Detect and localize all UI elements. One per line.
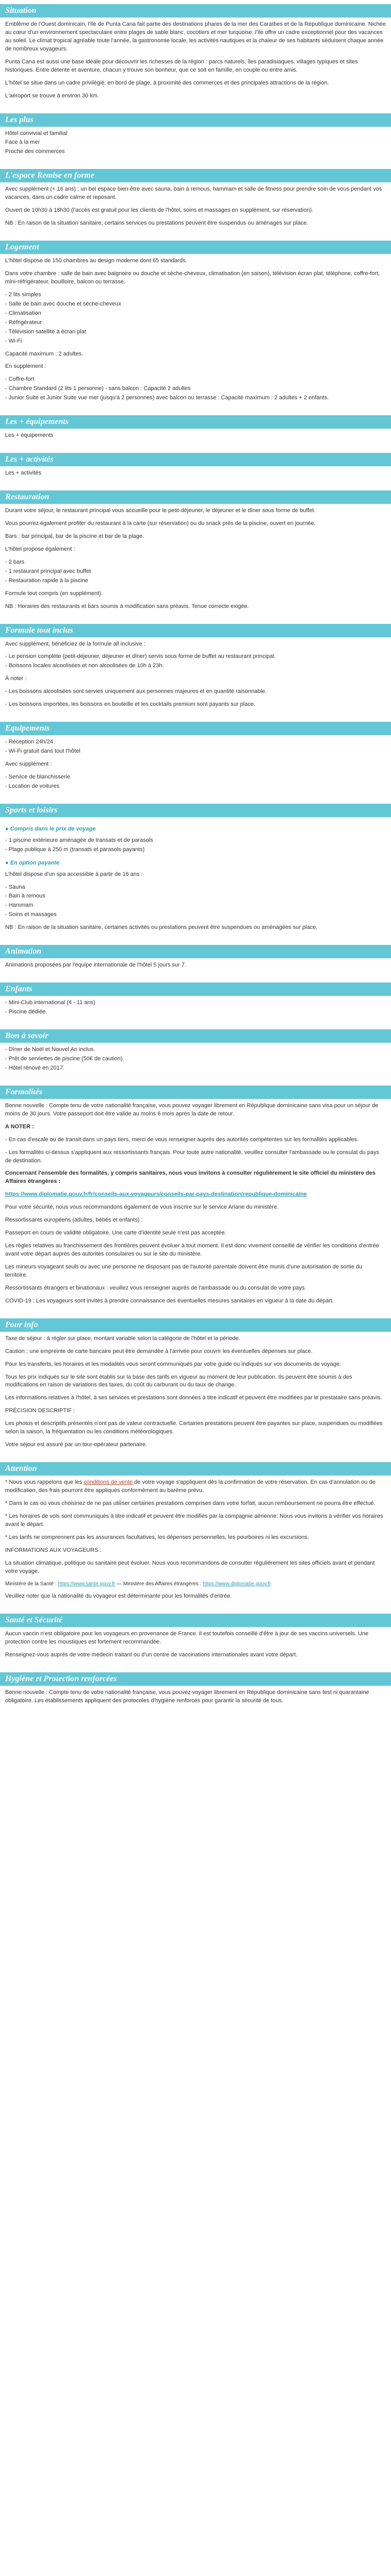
section-title-logement: Logement xyxy=(0,241,391,254)
list-item: - Boissons locales alcoolisées et non alcoolisées de 10h à 23h. xyxy=(5,663,164,669)
section-title-formule: Formule tout inclus xyxy=(0,624,391,637)
equipment-list xyxy=(5,738,386,756)
sports-paid-list xyxy=(5,884,386,920)
list-item: - 1 restaurant principal avec buffet xyxy=(5,568,91,574)
paragraph: Pour les transferts, les horaires et les modalités vous seront communiqués par votre guide ou indiqués sur vos documents de voyage. xyxy=(5,1361,341,1367)
paragraph: Votre séjour est assuré par un tour-opérateur partenaire. xyxy=(5,1442,148,1448)
list-item: - 1 piscine extérieure aménagée de transats et de parasols xyxy=(5,837,153,843)
paragraph: Aucun vaccin n'est obligatoire pour les voyageurs en provenance de France. Il est toutefois conseillé d'être à jour de ses vaccins universels. Une protection contre les moustiques est fortement recommandée. xyxy=(5,1630,369,1645)
restaurant-list xyxy=(5,558,386,585)
section-body-sports xyxy=(0,817,391,941)
list-item: - Hammam xyxy=(5,902,34,909)
section-body-espace-forme xyxy=(0,182,391,236)
paragraph: Concernant l'ensemble des formalités, y compris sanitaires, nous vous invitons à consulter régulièrement le site officiel du ministère des Affaires étrangères : xyxy=(5,1170,376,1185)
paragraph: Avec supplément (+ 16 ans) : un bel espace bien-être avec sauna, bain à remous, hammam et salle de fitness pour prendre soin de vous pendant vos vacances, dans un cadre calme et reposant. xyxy=(5,186,382,201)
list-item: - 2 bars xyxy=(5,558,25,565)
paragraph: Ouvert de 10h30 à 18h30 (l'accès est gratuit pour les clients de l'hôtel, soins et massages en supplément, sur réservation). xyxy=(5,207,314,214)
paragraph: Bonne nouvelle : Compte tenu de votre nationalité française, vous pouvez voyager librement en République dominicaine sans test ni quarantaine obligatoire. Les établissements appliquent des protocoles d'hygiène renforcés pour garantir la sécurité de tous. xyxy=(5,1689,369,1704)
subheading: A NOTER : xyxy=(5,1123,34,1130)
paragraph: Tous les prix indiqués sur le site sont établis sur la base des tarifs en vigueur au moment de leur publication. Ils peuvent être soumis à des modifications en raison de variations des taxes, du coût du carburant ou du taux de change. xyxy=(5,1374,352,1388)
list-item: - Coffre-fort xyxy=(5,376,35,383)
section-title-attention: Attention xyxy=(0,1462,391,1476)
section-body-formule xyxy=(0,637,391,718)
list-item: Face à la mer xyxy=(5,139,40,146)
paragraph: Les règles relatives au franchissement des frontières peuvent évoluer à tout moment. Il est donc vivement conseillé de vérifier les conditions d'entrée avant votre départ auprès des autorités consulaires ou sur le site du ministère. xyxy=(5,1243,379,1257)
section-title-plus-activites: Les + activités xyxy=(0,453,391,466)
list-item: - Mini-Club international (4 - 11 ans) xyxy=(5,999,95,1006)
subheading: En supplément : xyxy=(5,363,46,370)
subheading: INFORMATIONS AUX VOYAGEURS : xyxy=(5,1547,102,1553)
section-body-plus-equipements xyxy=(0,429,391,449)
paragraph: Dans votre chambre : salle de bain avec baignoire ou douche et sèche-cheveux, climatisation (en saison), télévision écran plat, téléphone, coffre-fort, mini-réfrigérateur, bouilloire, balcon ou terrasse. xyxy=(5,270,380,285)
paragraph: Pour votre sécurité, nous vous recommandons également de vous inscrire sur le service Ariane du ministère. xyxy=(5,1204,279,1211)
room-supplement-list xyxy=(5,376,386,402)
paragraph xyxy=(5,1581,386,1588)
subheading: Avec supplément : xyxy=(5,761,52,767)
section-title-animation: Animation xyxy=(0,945,391,958)
section-title-restauration: Restauration xyxy=(0,490,391,504)
kids-list xyxy=(5,999,386,1016)
section-body-equipements xyxy=(0,735,391,800)
paragraph: L'hôtel dispose de 150 chambres au design moderne dont 65 standards. xyxy=(5,258,187,264)
list-item: - Prêt de serviettes de piscine (50€ de caution). xyxy=(5,1055,124,1062)
section-body-plus-activites xyxy=(0,466,391,486)
section-title-equipements: Equipements xyxy=(0,722,391,735)
paragraph xyxy=(5,1479,386,1495)
paragraph: Les photos et descriptifs présentés n'ont pas de valeur contractuelle. Certaines prestations peuvent être payantes sur place, suspendues ou modifiées selon la saison, la fréquentation ou les conditions météorologiques. xyxy=(5,1420,383,1435)
list-item: - Climatisation xyxy=(5,310,41,316)
paragraph: Ressortissants européens (adultes, bébés et enfants) : xyxy=(5,1217,143,1224)
affaires-etrangeres-link[interactable]: https://www.diplomatie.gouv.fr xyxy=(203,1581,271,1587)
text-fragment: de votre voyage s'appliquent dès la confirmation de votre réservation. En cas d'annulation ou de modification, des frais pourront être appliqués conformément au barème prévu. xyxy=(5,1479,376,1494)
paragraph: L'aéroport se trouve à environ 30 km. xyxy=(5,92,99,99)
list-item: Proche des commerces xyxy=(5,148,65,155)
list-item: - Service de blanchisserie xyxy=(5,773,70,780)
list-item: - Télévision satellite à écran plat xyxy=(5,328,86,335)
list-item: - Salle de bain avec douche et sèche-cheveux xyxy=(5,300,122,307)
text-fragment: Ministère de la Santé : xyxy=(5,1581,58,1587)
text-fragment: — Ministère des Affaires étrangères : xyxy=(115,1581,203,1587)
section-body-enfants xyxy=(0,996,391,1025)
list-item: - Le pension complète (petit-déjeuner, déjeuner et dîner) servis sous forme de buffet au restaurant principal. xyxy=(5,653,276,660)
subheading-text: Compris dans le prix de voyage xyxy=(10,825,96,832)
list-item: - Chambre Standard (2 lits 1 personne) - sans balcon : Capacité 2 adultes xyxy=(5,385,191,392)
paragraph: NB : En raison de la situation sanitaire, certaines activités ou prestations peuvent être suspendues ou aménagées sur place. xyxy=(5,924,318,931)
paragraph: Bars : bar principal, bar de la piscine et bar de la plage. xyxy=(5,533,144,539)
list-item: - Junior Suite et Junior Suite vue mer (jusqu'à 2 personnes) avec balcon ou terrasse : Capacité maximum : 2 adultes + 2 enfants. xyxy=(5,395,329,401)
list-item: Hôtel convivial et familial xyxy=(5,130,68,137)
conditions-link[interactable]: conditions de vente xyxy=(84,1479,133,1486)
section-title-pour-info: Pour info xyxy=(0,1318,391,1332)
subheading: L'hôtel propose également : xyxy=(5,546,75,552)
section-title-bon-a-savoir: Bon à savoir xyxy=(0,1029,391,1043)
paragraph: Passeport en cours de validité obligatoire. Une carte d'identité seule n'est pas acceptée. xyxy=(5,1230,226,1236)
list-item: - Sauna xyxy=(5,884,25,890)
section-title-formalites: Formalités xyxy=(0,1086,391,1099)
list-item: - Soins et massages xyxy=(5,911,57,918)
list-item: - Restauration rapide à la piscine xyxy=(5,577,88,584)
section-title-sports: Sports et loisirs xyxy=(0,804,391,817)
section-body-logement xyxy=(0,254,391,411)
subheading-text: En option payante xyxy=(10,859,60,866)
paragraph: Les + activités xyxy=(5,470,42,477)
section-title-sante: Santé et Sécurité xyxy=(0,1614,391,1627)
paragraph: Avec supplément, bénéficiez de la formule all inclusive : xyxy=(5,640,145,647)
paragraph: - Les boissons alcoolisées sont servies uniquement aux personnes majeures et en quantité raisonnable. xyxy=(5,688,267,695)
section-title-plus-equipements: Les + équipements xyxy=(0,415,391,429)
paragraph: COVID-19 : Les voyageurs sont invités à prendre connaissance des éventuelles mesures sanitaires en vigueur à la date du départ. xyxy=(5,1297,334,1304)
paragraph: Taxe de séjour : à régler sur place, montant variable selon la catégorie de l'hôtel et la période. xyxy=(5,1335,240,1342)
paragraph: Les informations relatives à l'hôtel, à ses services et prestations sont données à titre indicatif et peuvent être modifiées par le prestataire sans préavis. xyxy=(5,1395,382,1401)
section-body-animation xyxy=(0,958,391,978)
list-item: - Réfrigérateur xyxy=(5,319,42,326)
diplomatie-link[interactable]: https://www.diplomatie.gouv.fr/fr/conseils-aux-voyageurs/conseils-par-pays-destination/republique-dominicaine xyxy=(5,1191,307,1198)
subheading: À noter : xyxy=(5,675,27,682)
list-item: - Piscine dédiée. xyxy=(5,1009,47,1015)
section-body-pour-info xyxy=(0,1332,391,1458)
paragraph: Capacité maximum : 2 adultes. xyxy=(5,350,84,357)
paragraph: La situation climatique, politique ou sanitaire peut évoluer. Nous vous recommandons de consulter régulièrement les sites officiels avant et pendant votre voyage. xyxy=(5,1560,375,1574)
formule-list xyxy=(5,653,386,670)
paragraph: Emblème de l'Ouest dominicain, l'île de Punta Cana fait partie des destinations phares de la mer des Caraïbes et de la République dominicaine. Nichée au cœur d'un environnement spectaculaire entre plages de sable blanc, cocotiers et mer turquoise, l'île offre un cadre exceptionnel pour des vacances au soleil. Le climat tropical agréable toute l'année, la gastronomie locale, les activités nautiques et la chaleur de ses habitants séduisent chaque année de nombreux voyageurs. xyxy=(5,21,386,52)
subheading: PRÉCISION DESCRIPTIF : xyxy=(5,1408,75,1414)
text-fragment: * Nous vous rappelons que les xyxy=(5,1479,84,1486)
paragraph: Veuillez noter que la nationalité du voyageur est déterminante pour les formalités d'entrée. xyxy=(5,1593,232,1599)
paragraph: Durant votre séjour, le restaurant principal vous accueille pour le petit-déjeuner, le déjeuner et le dîner sous forme de buffet. xyxy=(5,507,316,514)
paragraph: - Les formalités ci-dessus s'appliquent aux ressortissants français. Pour toute autre nationalité, veuillez consulter l'ambassade ou le consulat du pays de destination. xyxy=(5,1149,380,1164)
list-item: - 2 lits simples xyxy=(5,291,41,298)
section-body-attention xyxy=(0,1476,391,1609)
paragraph: - Les boissons importées, les boissons en bouteille et les cocktails premium sont payants sur place. xyxy=(5,701,255,708)
good-to-know-list xyxy=(5,1046,386,1073)
section-title-espace-forme: L'espace Remise en forme xyxy=(0,169,391,182)
list-item: - Bain à remous xyxy=(5,893,45,900)
section-body-sante xyxy=(0,1627,391,1668)
section-title-enfants: Enfants xyxy=(0,982,391,996)
sports-included-list xyxy=(5,837,386,854)
paragraph: * Les tarifs ne comprennent pas les assurances facultatives, les dépenses personnelles, les pourboires ni les excursions. xyxy=(5,1534,309,1540)
bullet-icon: ● xyxy=(5,825,10,832)
section-body-restauration xyxy=(0,504,391,619)
section-body-hygiene xyxy=(0,1686,391,1714)
paragraph: Ressortissants étrangers et binationaux : veuillez vous renseigner auprès de l'ambassade ou du consulat de votre pays. xyxy=(5,1284,306,1291)
paragraph: NB : En raison de la situation sanitaire, certains services ou prestations peuvent être suspendus ou aménagés sur place. xyxy=(5,220,308,227)
paragraph: Punta Cana est aussi une base idéale pour découvrir les richesses de la région : parcs naturels, îles paradisiaques, villages typiques et sites historiques. Entre détente et aventure, chacun y trouve son bonheur, que ce soit en famille, en couple ou entre amis. xyxy=(5,58,358,73)
paragraph: L'hôtel se situe dans un cadre privilégié, en bord de plage, à proximité des commerces et des principales attractions de la région. xyxy=(5,79,329,86)
section-body-situation xyxy=(0,18,391,109)
list-item: - Réception 24h/24 xyxy=(5,739,53,745)
subheading xyxy=(5,859,386,868)
paragraph: Les + équipements xyxy=(5,432,54,439)
section-body-les-plus xyxy=(0,127,391,165)
paragraph: * Dans le cas où vous choisiriez de ne pas utiliser certaines prestations comprises dans votre forfait, aucun remboursement ne pourra être effectué. xyxy=(5,1500,376,1506)
room-features-list xyxy=(5,291,386,346)
paragraph: - En cas d'escale ou de transit dans un pays tiers, merci de vous renseigner auprès des autorités compétentes sur les formalités applicables. xyxy=(5,1136,359,1143)
paragraph: NB : Horaires des restaurants et bars soumis à modification sans préavis. Tenue correcte exigée. xyxy=(5,603,249,609)
list-item: - Wi-Fi gratuit dans tout l'hôtel xyxy=(5,748,80,755)
list-item: - Location de voitures xyxy=(5,783,60,789)
paragraph: Formule tout compris (en supplément). xyxy=(5,590,103,597)
list-item: - Wi-Fi xyxy=(5,337,22,344)
list-item: - Hôtel rénové en 2017. xyxy=(5,1064,64,1071)
paragraph: * Les horaires de vols sont communiqués à titre indicatif et peuvent être modifiés par la compagnie aérienne. Nous vous invitons à vérifier vos horaires avant le départ. xyxy=(5,1513,383,1528)
section-body-formalites xyxy=(0,1099,391,1314)
paragraph: Animations proposées par l'équipe internationale de l'hôtel 5 jours sur 7. xyxy=(5,962,186,969)
paragraph: Renseignez-vous auprès de votre médecin traitant ou d'un centre de vaccinations internationales avant votre départ. xyxy=(5,1651,298,1658)
section-title-les-plus: Les plus xyxy=(0,113,391,127)
subheading xyxy=(5,825,386,834)
section-body-bon-a-savoir xyxy=(0,1043,391,1081)
list-item: - Dîner de Noël et Nouvel An inclus. xyxy=(5,1046,95,1053)
paragraph: Vous pourrez également profiter du restaurant à la carte (sur réservation) ou du snack près de la piscine, ouvert en journée. xyxy=(5,520,316,527)
equipment-paid-list xyxy=(5,773,386,791)
paragraph: Les mineurs voyageant seuls ou avec une personne ne disposant pas de l'autorité parentale doivent être munis d'une autorisation de sortie du territoire. xyxy=(5,1263,363,1278)
section-title-situation: Situation xyxy=(0,4,391,18)
bullet-icon: ● xyxy=(5,859,10,866)
section-title-hygiene: Hygiène et Protection renforcées xyxy=(0,1672,391,1686)
paragraph: L'hôtel dispose d'un spa accessible à partir de 16 ans : xyxy=(5,871,143,877)
paragraph: Caution : une empreinte de carte bancaire peut être demandée à l'arrivée pour couvrir les éventuelles dépenses sur place. xyxy=(5,1348,313,1354)
paragraph: Bonne nouvelle : Compte tenu de votre nationalité française, vous pouvez voyager librement en République dominicaine sans visa pour un séjour de moins de 30 jours. Votre passeport doit être valide au moins 6 mois après la date de retour. xyxy=(5,1102,379,1117)
list-item: - Plage publique à 250 m (transats et parasols payants) xyxy=(5,846,145,853)
highlights-list xyxy=(5,130,386,157)
sante-link[interactable]: https://www.sante.gouv.fr xyxy=(58,1581,116,1587)
